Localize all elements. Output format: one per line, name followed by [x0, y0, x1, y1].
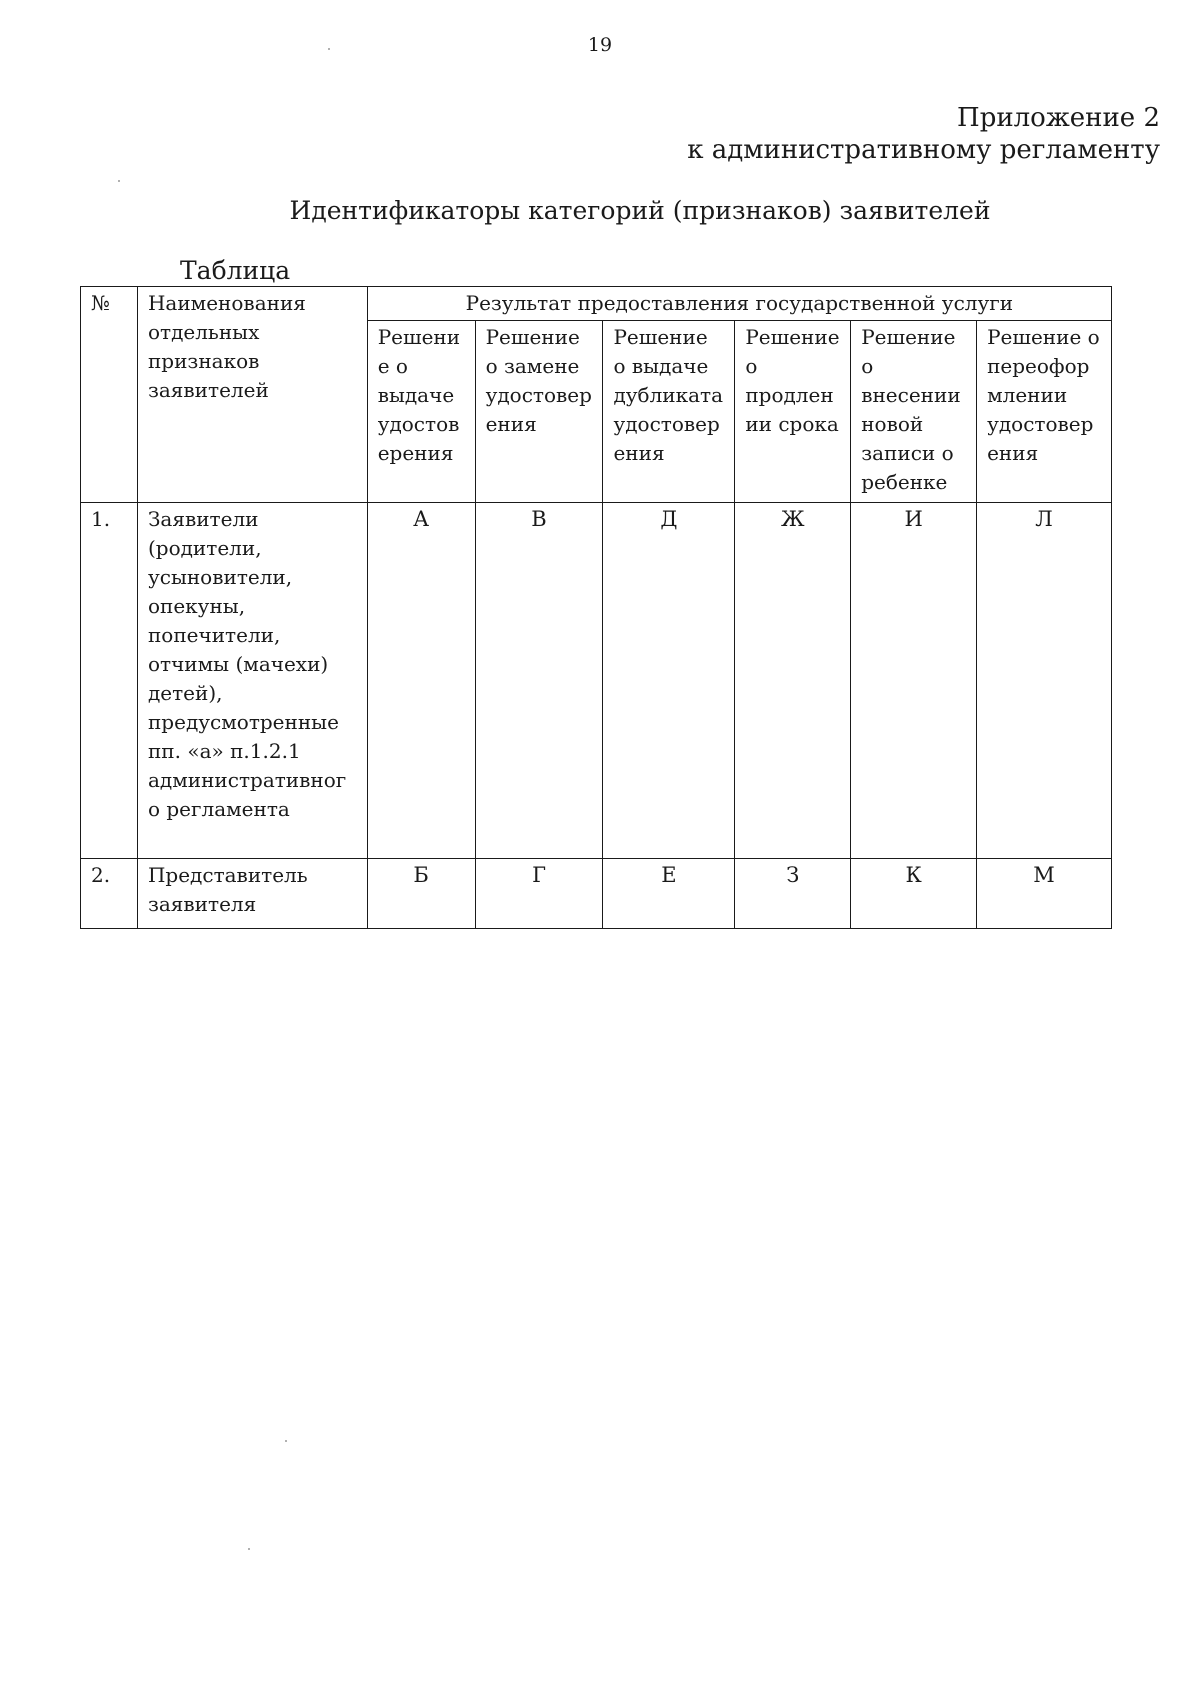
row-number: 2.	[81, 859, 138, 929]
identifier-code: И	[851, 503, 977, 859]
table-header-row	[81, 287, 1112, 321]
scan-speck	[248, 1548, 250, 1550]
table-row	[81, 503, 1112, 859]
table-caption: Таблица	[180, 256, 291, 285]
applicant-category-name: Заявители (родители, усыновители, опекуны, попечители, отчимы (мачехи) детей), предусмотренные пп. «а» п.1.2.1 административного регламента	[137, 503, 367, 859]
scan-speck	[118, 180, 120, 182]
identifier-code: Л	[977, 503, 1112, 859]
annex-line-1: Приложение 2	[957, 103, 1160, 133]
identifier-code: Г	[475, 859, 603, 929]
result-header-reissue: Решение о переоформлении удостоверения	[977, 321, 1112, 503]
applicant-identifiers-table	[80, 286, 1112, 929]
annex-heading	[687, 102, 1160, 166]
annex-line-2: к административному регламенту	[687, 135, 1160, 165]
identifier-code: Е	[603, 859, 735, 929]
identifier-code: Д	[603, 503, 735, 859]
table-row	[81, 859, 1112, 929]
identifier-code: К	[851, 859, 977, 929]
scan-speck	[285, 1440, 287, 1442]
name-column-header: Наименования отдельных признаков заявителей	[137, 287, 367, 503]
identifier-code: М	[977, 859, 1112, 929]
applicant-category-name: Представитель заявителя	[137, 859, 367, 929]
num-column-header: №	[81, 287, 138, 503]
result-header-duplicate: Решение о выдаче дубликата удостоверения	[603, 321, 735, 503]
scan-speck	[328, 48, 330, 50]
identifier-code: З	[735, 859, 851, 929]
identifier-code: А	[367, 503, 475, 859]
result-header-replace: Решение о замене удостоверения	[475, 321, 603, 503]
document-title: Идентификаторы категорий (признаков) заявителей	[289, 196, 991, 225]
result-header-extend: Решение о продлении срока	[735, 321, 851, 503]
result-header-issue: Решение о выдаче удостоверения	[367, 321, 475, 503]
identifier-code: В	[475, 503, 603, 859]
result-group-header: Результат предоставления государственной услуги	[367, 287, 1111, 321]
identifier-code: Ж	[735, 503, 851, 859]
page-number: 19	[587, 34, 613, 56]
row-number: 1.	[81, 503, 138, 859]
result-header-child-record: Решение о внесении новой записи о ребенке	[851, 321, 977, 503]
identifier-code: Б	[367, 859, 475, 929]
